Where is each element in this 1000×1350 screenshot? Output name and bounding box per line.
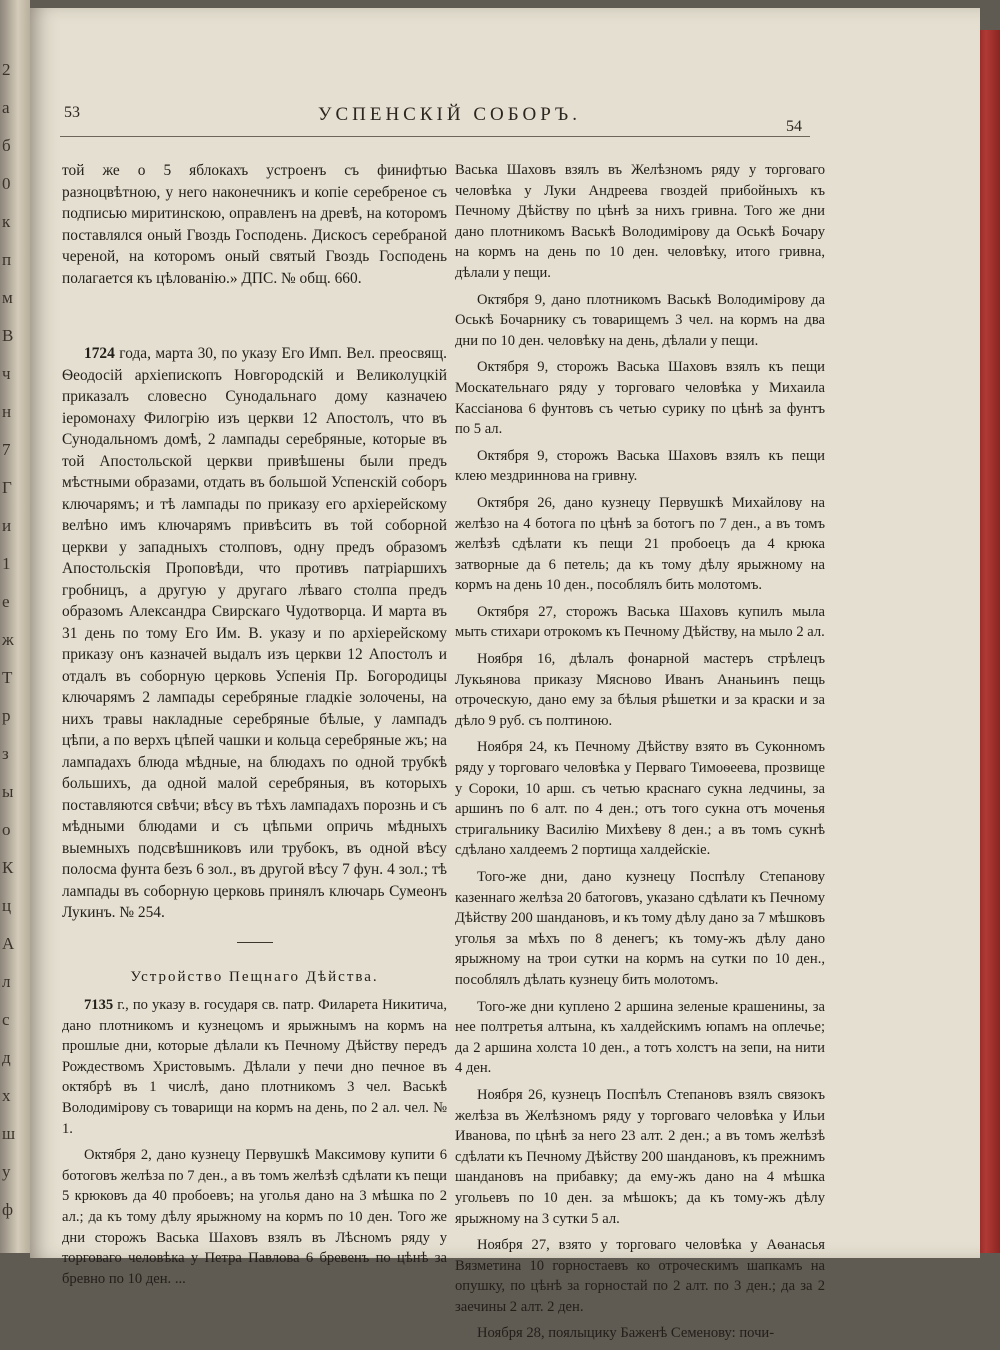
adjacent-page-fragment: н	[2, 402, 12, 421]
paragraph-entry: Того-же дни куплено 2 аршина зеленые крашенины, за нее полтретья алтына, къ халдейскимъ юпамъ на оплечье; да 2 аршина холста 10 ден., а тотъ холстъ на зепи, на нити 4 ден.	[455, 998, 825, 1077]
adjacent-page-fragment: п	[2, 250, 12, 269]
book-page	[30, 8, 980, 1342]
paragraph-entry: Октября 9, дано плотникомъ Васькѣ Володимірову да Оськѣ Бочарнику съ товарищемъ 3 чел. на кормъ на два дни по 10 ден. человѣку на день, дѣлали у пещи.	[455, 291, 825, 349]
adjacent-page-fragment: л	[2, 972, 11, 991]
adjacent-page-fragment: 2	[2, 60, 11, 79]
running-title: УСПЕНСКІЙ СОБОРЪ.	[318, 104, 581, 125]
adjacent-page-fragment: Г	[2, 478, 12, 497]
running-header	[30, 104, 980, 138]
adjacent-page-fragment: ш	[2, 1124, 16, 1143]
paragraph-entry: Ноября 24, къ Печному Дѣйству взято въ Суконномъ ряду у торговаго человѣка у Перваго Тимоѳеева, прозвище у Сороки, 10 арш. съ четью краснаго сукна ледчины, за аршинъ по 6 алт. по 4 ден.; отъ того сукна отъ моченья стригальнику Василію Михѣеву 8 ден.; а въ томъ сукнѣ сдѣлано халдеемъ 2 портища халдейскіе.	[455, 739, 825, 859]
adjacent-page-fragment: А	[2, 934, 15, 953]
paragraph-october-2: Октября 2, дано кузнецу Первушкѣ Максимову купити 6 ботоговъ желѣза по 7 ден., а въ томъ желѣзѣ сдѣлати къ пещи 5 крюковъ да 40 пробоевъ; на уголья дано на 3 мѣшка по 2 ал.; да къ тому дѣлу ярыжному на кормъ по 10 ден. Того же дни сторожъ Васька Шаховъ взялъ въ Лѣсномъ ряду у торговаго человѣка у Петра Павлова 6 бревенъ по цѣнѣ за бревно по 10 ден. ...	[62, 1147, 447, 1287]
paragraph-7135	[62, 995, 447, 1139]
paragraph-continuation-right: Васька Шаховъ взялъ въ Желѣзномъ ряду у торговаго человѣка у Луки Андреева гвоздей прибойныхъ къ Печному Дѣйству по цѣнѣ за нихъ гривна. Того же дни дано плотникомъ Васькѣ Володимірову да Оськѣ Бочару на кормъ на день по 10 ден. человѣку, итого гривна, дѣлали у пещи.	[455, 162, 825, 281]
adjacent-page-fragment: е	[2, 592, 10, 611]
adjacent-page-fragment: ф	[2, 1200, 14, 1219]
page-number-right: 54	[786, 118, 802, 135]
adjacent-page-fragment: ы	[2, 782, 14, 801]
paragraph-entry: Октября 9, сторожъ Васька Шаховъ взялъ къ пещи клею мездриннова на гривну.	[455, 447, 825, 485]
paragraph-entry: Октября 9, сторожъ Васька Шаховъ взялъ къ пещи Москательнаго ряду у торговаго человѣка у Михаила Кассіанова 6 фунтовъ съ четью сурику по цѣнѣ за фунтъ по 5 ал.	[455, 359, 825, 438]
adjacent-page-fragment: р	[2, 706, 11, 725]
year-1724: 1724	[84, 345, 115, 362]
adjacent-page-fragment: В	[2, 326, 14, 345]
adjacent-page-fragment: о	[2, 820, 11, 839]
year-7135: 7135	[84, 997, 114, 1014]
paragraph-entry: Ноября 26, кузнецъ Поспѣлъ Степановъ взялъ связокъ желѣза въ Желѣзномъ ряду у торговаго человѣка у Ильи Иванова, по цѣнѣ за него 23 алт. 2 ден.; а въ томъ желѣзѣ сдѣлати къ Печному Дѣйству 200 шандановъ, къ прежнимъ шандановъ на прибавку; да ему-жъ дано на 4 мѣшка угольевъ по 10 ден. за мѣшокъ; да къ тому-жъ дѣлу ярыжному на 3 сутки 5 ал.	[455, 1086, 826, 1227]
adjacent-page-fragment: 7	[2, 440, 11, 459]
adjacent-page-fragment: ч	[2, 364, 11, 383]
paragraph-continuation: той же о 5 яблокахъ устроенъ съ финифтью разноцвѣтною, у него наконечникъ и копіе серебреное съ подписью миритинскою, оправленъ на древѣ, на которомъ поставлялся оный Гвоздь Господень. Дискосъ серебраной череной, на которомъ оный святый Гвоздь Господень полагается къ цѣлованію.» ДПС. № общ. 660.	[62, 162, 447, 287]
adjacent-page-fragment: К	[2, 858, 14, 877]
paragraph-entry: Того-же дни, дано кузнецу Поспѣлу Степанову казеннаго желѣза 20 батоговъ, указано сдѣлати къ Печному Дѣйству 200 шандановъ, и къ тому дѣлу дано за 7 мѣшковъ уголья за мѣхъ по 8 денегъ; къ тому-жъ дѣлу дано ярыжному на трои сутки на кормъ на сутки по 10 ден., пособлялъ дѣлать кузнецу бить молотомъ.	[455, 869, 825, 988]
adjacent-page-fragment: к	[2, 212, 11, 231]
paragraph-entry: Октября 26, дано кузнецу Первушкѣ Михайлову на желѣзо на 4 ботога по цѣнѣ за ботогъ по 7 ден., а въ томъ желѣзѣ сдѣлати къ пещи 21 пробоецъ да 4 крюка затворные да 6 петель; да къ тому дѣлу ярыжному на кормъ на день 10 ден., пособлялъ бить молотомъ.	[455, 494, 825, 594]
section-separator	[237, 942, 273, 943]
adjacent-page-fragment: з	[2, 744, 9, 763]
adjacent-page-fragment: ж	[2, 630, 14, 649]
paragraph-entry: Ноября 28, поялыцику Баженѣ Семенову: почи-	[477, 1325, 775, 1342]
section-title: Устройство Пещнаго Дѣйства.	[130, 968, 379, 985]
adjacent-page-fragment: ц	[2, 896, 12, 915]
paragraph-entry: Октября 27, сторожъ Васька Шаховъ купилъ мыла мыть стихари отрокомъ къ Печному Дѣйству, на мыло 2 ал.	[455, 603, 825, 641]
left-column	[62, 160, 447, 1295]
paragraph-entry: Ноября 27, взято у торговаго человѣка у Аѳанасья Вязметина 10 горностаевъ ко отроческимъ шапкамъ на опушку, по цѣнѣ за горностай по 2 алт. по 3 ден.; да за 2 заечины 2 алт. 2 ден.	[455, 1237, 825, 1315]
paragraph-1724	[62, 343, 447, 924]
adjacent-page-fragment: х	[2, 1086, 11, 1105]
adjacent-page-fragment: Т	[2, 668, 13, 687]
adjacent-page-fragment: у	[2, 1162, 11, 1181]
adjacent-page-fragment: а	[2, 98, 10, 117]
header-rule	[60, 136, 810, 137]
page-number-left: 53	[64, 104, 80, 121]
right-column	[455, 160, 825, 1350]
adjacent-page-fragment: д	[2, 1048, 11, 1067]
adjacent-page-edge	[0, 0, 30, 1253]
adjacent-page-fragment: б	[2, 136, 11, 155]
adjacent-page-fragment: с	[2, 1010, 10, 1029]
adjacent-page-fragment: и	[2, 516, 12, 535]
paragraph-1724-text: года, марта 30, по указу Его Имп. Вел. преосвящ. Ѳеодосій архіепископъ Новгородскій и Великолуцкій приказалъ словесно Сунодальнаго дому казначею іеромонаху Филогрію изъ церкви 12 Апостолъ, что въ Сунодальномъ домѣ, 2 лампады серебряные, которые въ той Апостольской церкви привѣшены были предъ мѣстными образами, отдать въ большой Успенскій соборъ ключарямъ; и тѣ лампады по приказу его архіерейскому велѣно имъ ключарямъ привѣсить въ той соборной церкви у западныхъ столповъ, одну предъ образомъ Апостольскія Проповѣди, что противъ патріаршихъ гробницъ, а другую у другаго лѣваго столпа предъ образомъ Александра Свирскаго Чудотворца. И марта въ 31 день по тому Его Им. В. указу и по архіерейскому приказу онъ казначей выдалъ изъ церкви 12 Апостолъ и отдалъ въ соборную церковь Успенія Пр. Богородицы ключарямъ 2 лампады серебряные гладкіе золочены, на нихъ травы накладные серебряные бѣлые, у лампадъ цѣпи, а по верхъ цѣпей чашки и кольца серебряные жъ; на лампадахъ блюда мѣдные, на блюдахъ по одной трубкѣ большихъ, да одной малой серебряныя, въ которыхъ поставляются свѣчи; вѣсу въ тѣхъ лампадахъ порознь и съ мѣдными блюдами и съ цѣпьми опричь мѣдныхъ выемныхъ подсвѣшниковъ или трубокъ, въ одной вѣсу полосма фунта безъ 6 зол., въ другой вѣсу 7 фун. 4 зол.; тѣ лампады въ соборную церковь принялъ ключарь Сумеонъ Лукинъ. № 254.	[62, 345, 447, 921]
adjacent-page-fragment: 0	[2, 174, 11, 193]
adjacent-page-fragment: м	[2, 288, 13, 307]
paragraph-entry: Ноября 16, дѣлалъ фонарной мастеръ стрѣлецъ Лукьянова приказу Мясново Иванъ Ананьинъ пещь отроческую, дано ему за бѣлыя рѣшетки и за краски и за дѣло 9 руб. съ полтиною.	[455, 651, 825, 729]
adjacent-page-fragment: 1	[2, 554, 11, 573]
paragraph-7135-text: г., по указу в. государя св. патр. Филарета Никитича, дано плотникомъ и кузнецомъ и ярыжнымъ на кормъ на прошлые дни, которые дѣлали къ Печному Дѣйству передъ Рождествомъ Христовымъ. Дѣлали у печи дно печное въ октябрѣ въ 1 числѣ, дано плотникомъ 3 чел. Васькѣ Володимірову съ товарищи на кормъ на день, по 2 ал. чел. № 1.	[62, 997, 447, 1137]
